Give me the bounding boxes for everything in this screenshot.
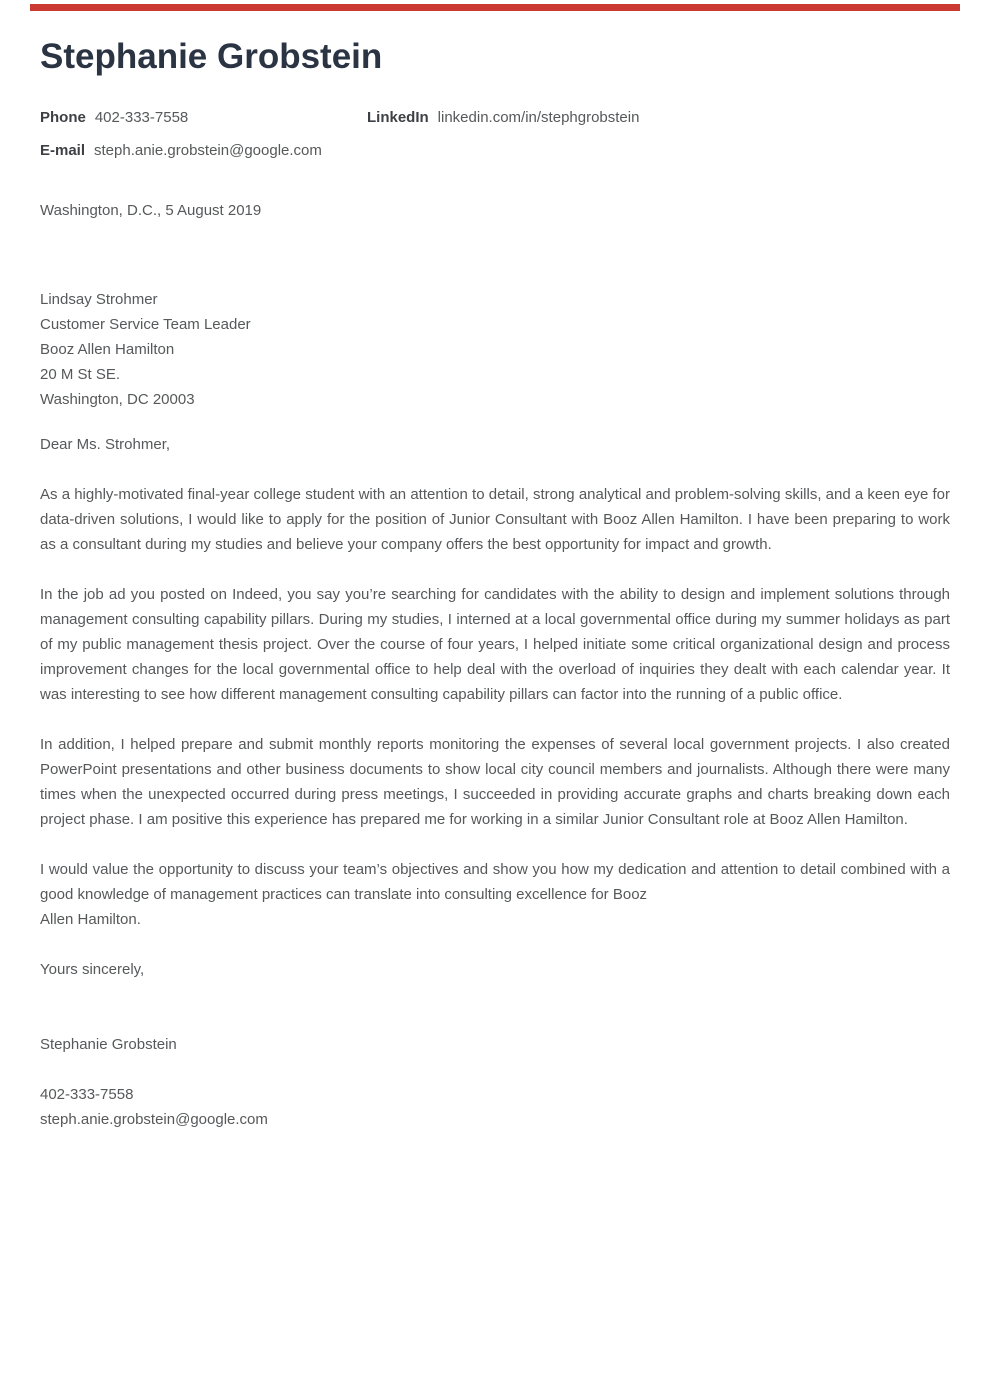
paragraph-intro: As a highly-motivated final-year college student with an attention to detail, strong analytical and problem-solving skills, and a keen eye for data-driven solutions, I would like to apply for the position of Junior Consultant with Booz Allen Hamilton. I have been preparing to work as a consultant during my studies and believe your company offers the best opportunity for impact and growth. — [40, 486, 950, 553]
contact-linkedin — [367, 108, 950, 127]
recipient-block — [40, 287, 950, 412]
signature-name: Stephanie Grobstein — [40, 1036, 177, 1053]
closing-line-2: Allen Hamilton. — [40, 911, 141, 928]
paragraph-closing — [40, 857, 950, 932]
email-label: E-mail — [40, 142, 86, 159]
phone-value: 402-333-7558 — [94, 109, 189, 126]
contact-phone — [40, 108, 367, 127]
dateline: Washington, D.C., 5 August 2019 — [40, 202, 262, 219]
salutation: Dear Ms. Strohmer, — [40, 436, 171, 453]
valediction: Yours sincerely, — [40, 961, 145, 978]
phone-label: Phone — [40, 109, 86, 126]
linkedin-value: linkedin.com/in/stephgrobstein — [437, 109, 640, 126]
recipient-street: 20 M St SE. — [40, 366, 121, 383]
recipient-name: Lindsay Strohmer — [40, 291, 158, 308]
paragraph-skills: In addition, I helped prepare and submit monthly reports monitoring the expenses of several local government projects. I also created PowerPoint presentations and other business documents to show local city council members and journalists. Although there were many times when the unexpected occurred during press meetings, I succeeded in providing accurate graphs and charts breaking down each project phase. I am positive this experience has prepared me for working in a similar Junior Consultant role at Booz Allen Hamilton. — [40, 736, 950, 828]
paragraph-experience: In the job ad you posted on Indeed, you say you’re searching for candidates with the ability to design and implement solutions through management consulting capability pillars. During my studies, I interned at a local governmental office during my summer holidays as part of my public management thesis project. Over the course of four years, I helped initiate some critical organizational design and process improvement changes for the local governmental office to help deal with the overload of inquiries they dealt with each calendar year. It was interesting to see how different management consulting capability pillars can factor into the running of a public office. — [40, 586, 950, 703]
signature-phone: 402-333-7558 — [40, 1086, 134, 1103]
recipient-city: Washington, DC 20003 — [40, 391, 195, 408]
closing-line-1: I would value the opportunity to discuss your team’s objectives and show you how my dedication and attention to detail combined with a good knowledge of management practices can translate into consulting excellence for Booz — [40, 861, 950, 903]
recipient-title: Customer Service Team Leader — [40, 316, 251, 333]
contact-email — [40, 141, 367, 160]
email-value: steph.anie.grobstein@google.com — [94, 142, 322, 159]
page-title: Stephanie Grobstein — [40, 37, 383, 76]
letter-content — [0, 38, 990, 1132]
signature-email: steph.anie.grobstein@google.com — [40, 1111, 268, 1128]
linkedin-label: LinkedIn — [367, 109, 429, 126]
recipient-company: Booz Allen Hamilton — [40, 341, 175, 358]
top-accent-bar — [30, 4, 960, 11]
contact-info — [40, 108, 950, 160]
